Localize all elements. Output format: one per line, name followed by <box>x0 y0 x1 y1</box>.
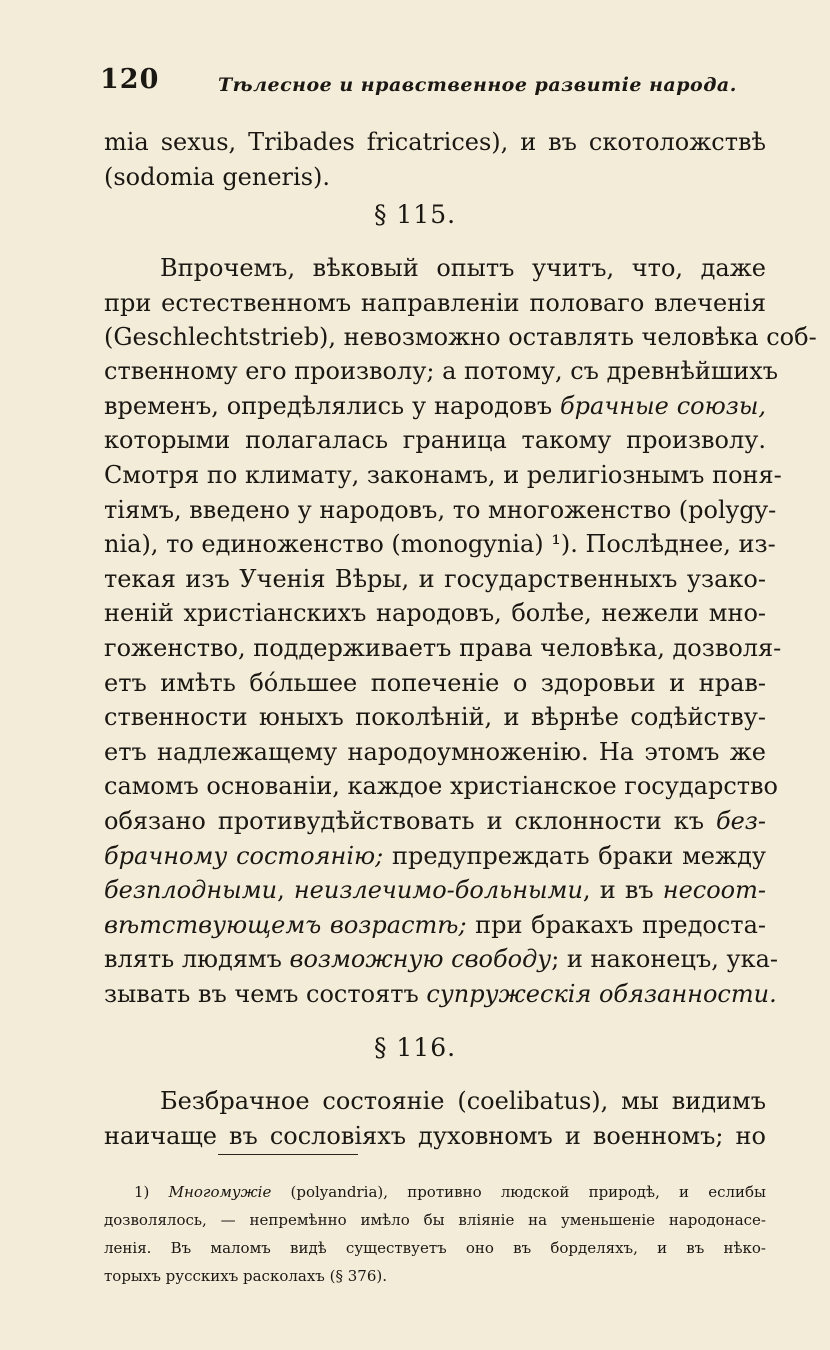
emphasis: супружескія обязанности. <box>426 980 777 1008</box>
emphasis: безплодными <box>104 876 278 904</box>
footnote-mark: 1) <box>134 1183 150 1201</box>
text-line: Впрочемъ, вѣковый опытъ учитъ, что, даже <box>160 254 766 282</box>
text-line: наичаще въ сословіяхъ духовномъ и военномъ; но <box>104 1122 766 1150</box>
emphasis: брачному состоянію; <box>104 842 384 870</box>
text-line: обязано противудѣйствовать и склонности къ без- <box>104 807 766 835</box>
emphasis: брачные союзы, <box>560 392 766 420</box>
footnote-divider <box>218 1154 358 1155</box>
text-line: которыми полагалась граница такому произволу. <box>104 426 766 454</box>
text-line: (sodomia generis). <box>104 163 330 191</box>
emphasis: несоот- <box>662 876 766 904</box>
emphasis: неизлечимо-больными <box>293 876 583 904</box>
text-line: самомъ основаніи, каждое христіанское государство <box>104 772 778 800</box>
text-line: етъ надлежащему народоумноженію. На этомъ же <box>104 738 766 766</box>
text-line: брачному состоянію; предупреждать браки между <box>104 842 766 870</box>
text-line: зывать въ чемъ состоятъ супружескія обязанности. <box>104 980 777 1008</box>
footnote-line: ленія. Въ маломъ видѣ существуетъ оно въ борделяхъ, и въ нѣко- <box>104 1239 766 1257</box>
footnote-line: торыхъ русскихъ расколахъ (§ 376). <box>104 1267 387 1285</box>
section-heading-115: § 115. <box>373 200 457 229</box>
page-header <box>100 64 740 104</box>
section-heading-116: § 116. <box>373 1033 457 1062</box>
page-number: 120 <box>100 64 160 95</box>
text-line: ственности юныхъ поколѣній, и вѣрнѣе содѣйству- <box>104 703 766 731</box>
text-line: влять людямъ возможную свободу; и наконецъ, ука- <box>104 945 779 973</box>
emphasis: вѣтствующемъ возрастѣ; <box>104 911 467 939</box>
text-line: Безбрачное состояніе (coelibatus), мы видимъ <box>160 1087 766 1115</box>
text-line: тіямъ, введено у народовъ, то многоженство (polygy- <box>104 496 777 524</box>
text-line: текая изъ Ученія Вѣры, и государственныхъ узако- <box>104 565 766 593</box>
text-line: mia sexus, Tribades fricatrices), и въ скотоложствѣ <box>104 128 766 156</box>
text-line: неній христіанскихъ народовъ, болѣе, нежели мно- <box>104 599 766 627</box>
footnote-line: 1) Многомужіе (polyandria), противно людской природѣ, и еслибы <box>134 1183 766 1201</box>
text-line: гоженство, поддерживаетъ права человѣка, дозволя- <box>104 634 782 662</box>
footnote-line: дозволялось, — непремѣнно имѣло бы вліяніе на уменьшеніе народонасе- <box>104 1211 766 1229</box>
text-line: временъ, опредѣлялись у народовъ брачные союзы, <box>104 392 766 420</box>
text-line: nia), то единоженство (monogynia) ¹). Послѣднее, из- <box>104 530 776 558</box>
running-title: Тѣлесное и нравственное развитіе народа. <box>218 74 737 96</box>
text-line: вѣтствующемъ возрастѣ; при бракахъ предоста- <box>104 911 766 939</box>
emphasis: без- <box>715 807 766 835</box>
text-line: (Geschlechtstrieb), невозможно оставлять человѣка соб- <box>104 323 817 351</box>
text-line: Смотря по климату, законамъ, и религіознымъ поня- <box>104 461 782 489</box>
text-line: ственному его произволу; а потому, съ древнѣйшихъ <box>104 357 779 385</box>
emphasis: возможную свободу <box>289 945 552 973</box>
text-line: безплодными, неизлечимо-больными, и въ несоот- <box>104 876 766 904</box>
text-line: при естественномъ направленіи половаго влеченія <box>104 289 766 317</box>
text-line: етъ имѣть бо́льшее попеченіе о здоровьи и нрав- <box>104 669 766 697</box>
footnote-term: Многомужіе <box>168 1183 272 1201</box>
